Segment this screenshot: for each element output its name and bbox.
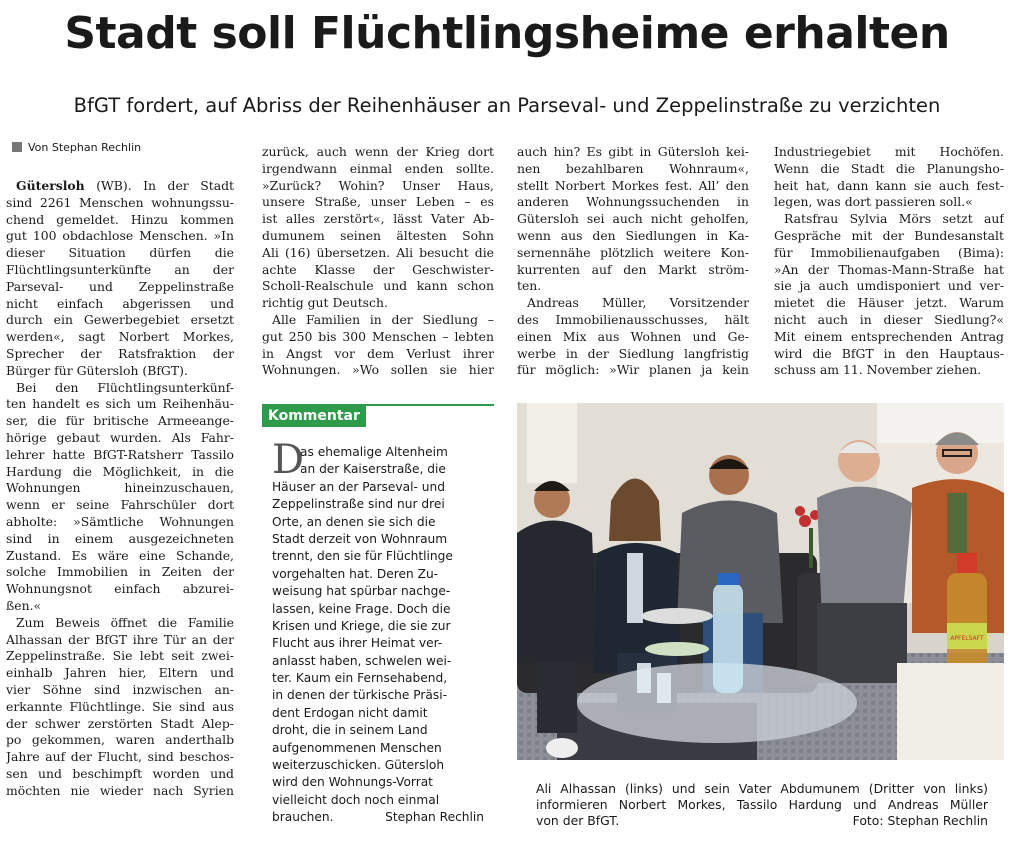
article-text-line: der schwer zerstörten Stadt Alep- [6, 715, 234, 731]
article-text-line: stellt Norbert Morkes fest. All’ den [517, 177, 749, 193]
article-text-line: ten. [517, 278, 542, 294]
article-text-line: durch ein Gewerbegebiet ersetzt [6, 312, 234, 328]
article-text-line: wird die BfGT in den Hauptaus- [774, 345, 1004, 361]
article-text-line: Wenn die Stadt die Planungsho- [774, 160, 1004, 176]
photo-credit: Foto: Stephan Rechlin [852, 813, 988, 828]
article-text-line: Zum Beweis öffnet die Familie [16, 614, 234, 630]
byline-square-icon [12, 142, 22, 152]
article-text-line: po gekommen, waren anderthalb [6, 732, 234, 748]
article-text-line: Bei den Flüchtlingsunterkünf- [16, 379, 234, 395]
article-text-line: Gütersloh (WB). In der Stadt [16, 178, 234, 193]
article-text-line: solche Immobilien in Zeiten der [6, 564, 234, 580]
article-text-line: nicht auch in dieser Siedlung?« [774, 311, 1004, 327]
article-text-line: chend gemeldet. Hinzu kommen [6, 211, 234, 227]
byline [12, 141, 141, 154]
kommentar-dropcap: D [272, 437, 305, 483]
article-text-line: Industriegebiet mit Hochöfen. [774, 144, 1004, 159]
article-text-line: »An der Thomas-Mann-Straße hat [774, 261, 1004, 277]
article-text-line: abholte: »Sämtliche Wohnungen [6, 513, 234, 529]
article-text-line: Ali (16) übersetzen. Ali besucht die [262, 244, 494, 260]
kommentar-label: Kommentar [262, 406, 366, 427]
subheadline: BfGT fordert, auf Abriss der Reihenhäuser an Parseval- und Zeppelinstraße zu verzichten [73, 94, 941, 117]
article-text-line: ten handelt es sich um Reihenhäu- [6, 396, 234, 412]
article-column-1 [6, 178, 234, 799]
kommentar-text-line: weisung hat spürbar nachge- [272, 584, 451, 599]
kommentar-body [272, 437, 484, 827]
article-text-line: Parseval- und Zeppelinstraße [6, 278, 234, 294]
article-text-line: vier Söhne sind inzwischen an- [6, 681, 234, 697]
photo-caption [536, 781, 988, 829]
article-text-line: Flüchtlingsunterkünfte an der [6, 261, 234, 277]
article-text-line: in Angst vor dem Verlust ihrer [262, 345, 494, 361]
article-text-line: Hardung die Möglichkeit, in die [6, 463, 234, 479]
article-text-line: wenn aus den Siedlungen in Ka- [517, 227, 749, 243]
caption-last-line [536, 813, 988, 829]
article-text-line: Zeppelinstraße. Sie lebt seit zwei- [6, 648, 234, 664]
article-text-line: sie ja auch umdisponiert und ver- [774, 278, 1004, 294]
kommentar-text-line: weiterzuschicken. Gütersloh [272, 758, 445, 773]
kommentar-text-line: droht, die in seinem Land [272, 723, 428, 738]
article-text-line: für Immobilienaufgaben (Bima): [774, 244, 1004, 260]
article-text-line: irgendwann einmal enden sollte. [262, 160, 494, 176]
article-text-line: Wohnungsnot einfach abzurei- [6, 581, 234, 597]
news-photo [517, 403, 1004, 760]
article-text-line: anderen Wohnungssuchenden in [517, 194, 749, 210]
article-text-line: zurück, auch wenn der Krieg dort [262, 144, 494, 159]
article-text-line: gut 250 bis 300 Menschen – lebten [262, 328, 494, 344]
article-text-line: erkannte Flüchtlinge. Sie sind aus [6, 698, 234, 714]
article-text-line: kurrenten auf den Markt ström- [517, 261, 749, 277]
article-text-line: achte Klasse der Geschwister- [262, 261, 494, 277]
article-text-line: Alhassan der BfGT ihre Tür an der [6, 631, 234, 647]
article-text-line: »Zurück? Wohin? Unser Haus, [262, 177, 494, 193]
caption-end: von der BfGT. [536, 813, 620, 828]
kommentar-text-line: Zeppelinstraße sind nur drei [272, 497, 445, 512]
kommentar-text-line: dent Erdogan nicht damit [272, 705, 428, 720]
kommentar-text-line: vorgehalten hat. Deren Zu- [272, 566, 439, 581]
kommentar-text-line: Stadt derzeit von Wohnraum [272, 531, 448, 546]
article-column-3 [517, 144, 749, 379]
kommentar-text-line: Flucht aus ihrer Heimat ver- [272, 636, 443, 651]
article-text-line: richtig gut Deutsch. [262, 295, 388, 311]
kommentar-text-line: in denen der türkische Präsi- [272, 688, 448, 703]
article-text-line: Mit einem entsprechenden Antrag [774, 328, 1004, 344]
article-text-line: sen und beschimpft worden und [6, 765, 234, 781]
kommentar-text-line: anlasst haben, schwelen wei- [272, 653, 452, 668]
article-text-line: auch hin? Es gibt in Gütersloh kei- [517, 144, 749, 159]
caption-line: informieren Norbert Morkes, Tassilo Hardung und Andreas Müller [536, 797, 988, 812]
headline: Stadt soll Flüchtlingsheime erhalten [64, 8, 950, 59]
kommentar-text-line: trennt, den sie für Flüchtlinge [272, 549, 453, 564]
article-text-line: sind 2261 Menschen wohnungssu- [6, 194, 234, 210]
article-text-line: Ratsfrau Sylvia Mörs setzt auf [784, 211, 1004, 227]
article-text-line: mietet die Häuser jetzt. Warum [774, 295, 1004, 311]
article-text-line: Gespräche mit der Bundesanstalt [774, 227, 1004, 243]
article-text-line: Andreas Müller, Vorsitzender [527, 295, 749, 311]
article-text-line: möchten nie wieder nach Syrien [6, 782, 234, 798]
article-text-line: nicht einfach abgerissen und [6, 295, 234, 311]
article-text-line: dieser Situation dürfen die [6, 245, 234, 261]
kommentar-text-line: as ehemalige Altenheim [300, 445, 448, 459]
kommentar-text-line: aufgenommenen Menschen [272, 740, 442, 755]
article-text-line: einen Mix aus Wohnen und Ge- [517, 328, 749, 344]
article-text-line: gut 100 obdachlose Menschen. »In [6, 228, 234, 244]
bottle-label: APFELSAFT [950, 635, 984, 642]
article-text-line: werden«, sagt Norbert Morkes, [6, 329, 234, 345]
article-text-line: Jahre auf der Flucht, sind beschos- [6, 749, 234, 765]
kommentar-author: Stephan Rechlin [385, 810, 484, 825]
article-text-line: ser, die für britische Armeeange- [6, 413, 234, 429]
article-text-line: einhalb Jahren hier, Eltern und [6, 665, 234, 681]
article-text-line: lehrer hatte BfGT-Ratsherr Tassilo [6, 446, 234, 462]
kommentar-text-line: an der Kaiserstraße, die [300, 462, 446, 477]
article-text-line: ßen.« [6, 597, 42, 613]
article-text-line: Sprecher der Ratsfraktion der [6, 345, 234, 361]
kommentar-signature-line [272, 809, 484, 826]
article-text-line: sernennähe plötzlich weitere Kon- [517, 244, 749, 260]
article-text-line: sind in einem ausgezeichneten [6, 530, 234, 546]
article-column-2 [262, 144, 494, 379]
article-text-line: Wohnungen hineinzuschauen, [6, 480, 234, 496]
kommentar-text-line: lassen, keine Frage. Doch die [272, 601, 451, 616]
article-text-line: unsere Straße, unser Leben – es [262, 194, 494, 210]
article-text-line: hörige gebaut wurden. Als Fahr- [6, 429, 234, 445]
article-text-line: heit hat, dann kann sie auch fest- [774, 177, 1004, 193]
article-text-line: Wohnungen. »Wo sollen sie hier [262, 362, 494, 378]
kommentar-text-line: Orte, an denen sie sich die [272, 514, 436, 529]
caption-line: Ali Alhassan (links) und sein Vater Abdumunem (Dritter von links) [536, 781, 988, 796]
article-text-line: nen bezahlbaren Wohnraum«, [517, 160, 749, 176]
kommentar-text-line: Häuser an der Parseval- und [272, 479, 445, 494]
kommentar-text-line: vielleicht doch noch einmal [272, 792, 440, 807]
article-text-line: Alle Familien in der Siedlung – [272, 311, 494, 327]
byline-text: Von Stephan Rechlin [28, 141, 142, 154]
article-text-line: dumunem seinen ältesten Sohn [262, 227, 494, 243]
article-text-line: werbe in der Siedlung langfristig [517, 345, 749, 361]
article-text-line: Zustand. Es wäre eine Schande, [6, 547, 234, 563]
kommentar-text-line: Krisen und Kriege, die sie zur [272, 618, 451, 633]
article-text-line: schuss am 11. November ziehen. [774, 362, 982, 378]
article-text-line: wenn er seine Fahrschüler dort [6, 497, 234, 513]
kommentar-text-line: ter. Kaum ein Fernsehabend, [272, 671, 448, 686]
article-text-line: Bürger für Gütersloh (BfGT). [6, 362, 188, 378]
article-text-line: für möglich: »Wir planen ja kein [517, 362, 749, 378]
article-column-4 [774, 144, 1004, 379]
kommentar-final-word: brauchen. [272, 810, 334, 825]
article-text-line: Gütersloh sei auch nicht geholfen, [517, 211, 749, 227]
kommentar-text-line: wird den Wohnungs-Vorrat [272, 775, 433, 790]
article-text-line: ist alles zerstört«, lässt Vater Ab- [262, 211, 494, 227]
article-text-line: legen, was dort passieren soll.« [774, 194, 973, 210]
article-text-line: des Immobilienausschusses, hält [517, 311, 749, 327]
article-text-line: Scholl-Realschule und kann schon [262, 278, 494, 294]
